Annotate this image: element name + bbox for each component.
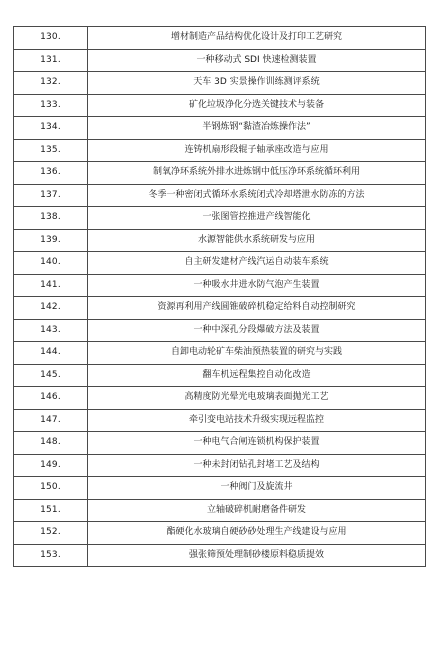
table-row xyxy=(14,252,426,275)
project-title: 半钢炼钢“黏渣冶炼操作法” xyxy=(88,117,426,140)
row-number: 134. xyxy=(14,117,88,140)
table-row xyxy=(14,162,426,185)
row-number: 152. xyxy=(14,522,88,545)
project-title: 增材制造产品结构优化设计及打印工艺研究 xyxy=(88,27,426,50)
project-title: 水源智能供水系统研发与应用 xyxy=(88,229,426,252)
project-title: 天车 3D 实景操作训练测评系统 xyxy=(88,72,426,95)
table-row xyxy=(14,274,426,297)
table-row xyxy=(14,49,426,72)
project-title: 矿化垃圾净化分选关键技术与装备 xyxy=(88,94,426,117)
row-number: 149. xyxy=(14,454,88,477)
row-number: 130. xyxy=(14,27,88,50)
project-title: 资源再利用产线圆锥破碎机稳定给料自动控制研究 xyxy=(88,297,426,320)
project-title: 酯硬化水玻璃自硬砂砂处理生产线建设与应用 xyxy=(88,522,426,545)
project-title: 一张图管控推进产线智能化 xyxy=(88,207,426,230)
row-number: 150. xyxy=(14,477,88,500)
project-title: 一种中深孔分段爆破方法及装置 xyxy=(88,319,426,342)
table-row xyxy=(14,499,426,522)
project-title: 立轴破碎机耐磨备件研发 xyxy=(88,499,426,522)
project-list-table xyxy=(13,26,426,567)
project-title: 冬季一种密闭式循环水系统闭式冷却塔泄水防冻的方法 xyxy=(88,184,426,207)
table-row xyxy=(14,454,426,477)
row-number: 143. xyxy=(14,319,88,342)
project-title: 牵引变电站技术升级实现远程监控 xyxy=(88,409,426,432)
row-number: 151. xyxy=(14,499,88,522)
row-number: 153. xyxy=(14,544,88,567)
table-row xyxy=(14,409,426,432)
project-title: 一种吸水井进水防气泡产生装置 xyxy=(88,274,426,297)
row-number: 137. xyxy=(14,184,88,207)
project-title: 一种阀门及旋流井 xyxy=(88,477,426,500)
table-body xyxy=(14,27,426,567)
table-row xyxy=(14,27,426,50)
project-title: 强张筛预处理制砂楼原料稳质提效 xyxy=(88,544,426,567)
table-row xyxy=(14,297,426,320)
row-number: 146. xyxy=(14,387,88,410)
row-number: 136. xyxy=(14,162,88,185)
row-number: 148. xyxy=(14,432,88,455)
table-row xyxy=(14,207,426,230)
project-title: 自卸电动轮矿车柴油预热装置的研究与实践 xyxy=(88,342,426,365)
project-title: 高精度防光晕光电玻璃表面抛光工艺 xyxy=(88,387,426,410)
table-row xyxy=(14,319,426,342)
row-number: 142. xyxy=(14,297,88,320)
table-row xyxy=(14,522,426,545)
row-number: 138. xyxy=(14,207,88,230)
row-number: 135. xyxy=(14,139,88,162)
project-title: 制氧净环系统外排水进炼钢中低压净环系统循环利用 xyxy=(88,162,426,185)
project-title: 一种移动式 SDI 快速检测装置 xyxy=(88,49,426,72)
table-row xyxy=(14,229,426,252)
row-number: 140. xyxy=(14,252,88,275)
table-row xyxy=(14,477,426,500)
row-number: 145. xyxy=(14,364,88,387)
table-row xyxy=(14,387,426,410)
project-title: 连铸机扇形段辊子轴承座改造与应用 xyxy=(88,139,426,162)
table-row xyxy=(14,544,426,567)
table-row xyxy=(14,139,426,162)
row-number: 133. xyxy=(14,94,88,117)
table-row xyxy=(14,94,426,117)
row-number: 144. xyxy=(14,342,88,365)
row-number: 132. xyxy=(14,72,88,95)
table-row xyxy=(14,117,426,140)
project-title: 自主研发建材产线汽运自动装车系统 xyxy=(88,252,426,275)
row-number: 147. xyxy=(14,409,88,432)
project-title: 一种未封闭钻孔封堵工艺及结构 xyxy=(88,454,426,477)
table-row xyxy=(14,364,426,387)
table-row xyxy=(14,432,426,455)
table-row xyxy=(14,184,426,207)
row-number: 139. xyxy=(14,229,88,252)
project-title: 一种电气合闸连锁机构保护装置 xyxy=(88,432,426,455)
table-row xyxy=(14,342,426,365)
table-row xyxy=(14,72,426,95)
row-number: 141. xyxy=(14,274,88,297)
row-number: 131. xyxy=(14,49,88,72)
project-title: 翻车机远程集控自动化改造 xyxy=(88,364,426,387)
